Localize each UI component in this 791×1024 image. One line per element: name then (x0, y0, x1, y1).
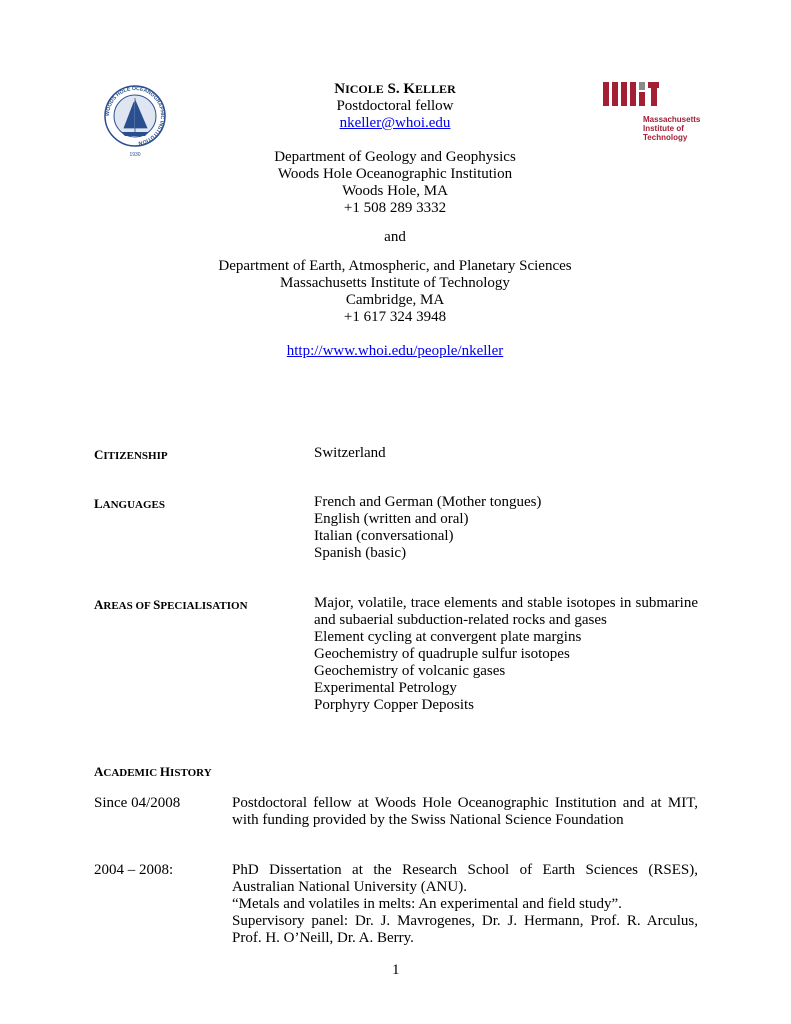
languages-list (314, 494, 541, 562)
list-item: Geochemistry of quadruple sulfur isotopes (314, 646, 570, 662)
history-quote: “Metals and volatiles in melts: An experimental and field study”. (232, 896, 622, 912)
whoi-institution: Woods Hole Oceanographic Institution (277, 166, 513, 182)
homepage-link[interactable]: http://www.whoi.edu/people/nkeller (286, 343, 504, 359)
mit-logo-line1: Massachusetts (643, 115, 701, 124)
mit-logo-line2: Institute of (643, 124, 684, 133)
author-name: NICOLE S. KELLER (334, 81, 456, 97)
list-item: Porphyry Copper Deposits (314, 697, 474, 713)
and-separator: and (384, 229, 406, 245)
academic-history-label: ACADEMIC HISTORY (94, 764, 212, 779)
history-date: 2004 – 2008: (94, 862, 174, 878)
mit-city: Cambridge, MA (345, 292, 445, 308)
whoi-year: 1930 (129, 152, 141, 158)
history-date: Since 04/2008 (94, 795, 181, 811)
languages-label: LANGUAGES (94, 496, 166, 511)
specialisation-label: AREAS OF SPECIALISATION (94, 597, 248, 612)
author-position: Postdoctoral fellow (336, 98, 454, 114)
email-link[interactable]: nkeller@whoi.edu (339, 115, 451, 131)
history-entry (232, 862, 698, 947)
whoi-phone: +1 508 289 3332 (343, 200, 447, 216)
citizenship-value: Switzerland (314, 445, 386, 461)
whoi-ring-text: WOODS HOLE OCEANOGRAPHIC INSTITUTION (104, 85, 166, 146)
list-item: Spanish (basic) (314, 545, 407, 561)
list-item: Experimental Petrology (314, 680, 457, 696)
header-block (100, 81, 690, 360)
list-item: Geochemistry of volcanic gases (314, 663, 506, 679)
mit-dept: Department of Earth, Atmospheric, and Planetary Sciences (218, 258, 572, 274)
list-item: French and German (Mother tongues) (314, 494, 542, 510)
list-item: Italian (conversational) (314, 528, 454, 544)
list-item: Major, volatile, trace elements and stable isotopes in submarine and subaerial subduction-related rocks and gases (314, 595, 698, 628)
history-panel: Supervisory panel: Dr. J. Mavrogenes, Dr. J. Hermann, Prof. R. Arculus, Prof. H. O’Neill, Dr. A. Berry. (232, 913, 698, 946)
whoi-city: Woods Hole, MA (342, 183, 448, 199)
mit-logo-line3: Technology (643, 133, 688, 142)
history-text: PhD Dissertation at the Research School of Earth Sciences (RSES), Australian National University (ANU). (232, 862, 698, 895)
mit-institution: Massachusetts Institute of Technology (280, 275, 510, 291)
citizenship-label: CITIZENSHIP (94, 447, 168, 462)
list-item: Element cycling at convergent plate margins (314, 629, 582, 645)
list-item: English (written and oral) (314, 511, 469, 527)
mit-phone: +1 617 324 3948 (343, 309, 447, 325)
history-text: Postdoctoral fellow at Woods Hole Oceanographic Institution and at MIT, with funding provided by the Swiss National Science Foundation (232, 795, 698, 828)
whoi-dept: Department of Geology and Geophysics (274, 149, 516, 165)
specialisation-list (314, 595, 698, 714)
page-number: 1 (392, 962, 400, 978)
